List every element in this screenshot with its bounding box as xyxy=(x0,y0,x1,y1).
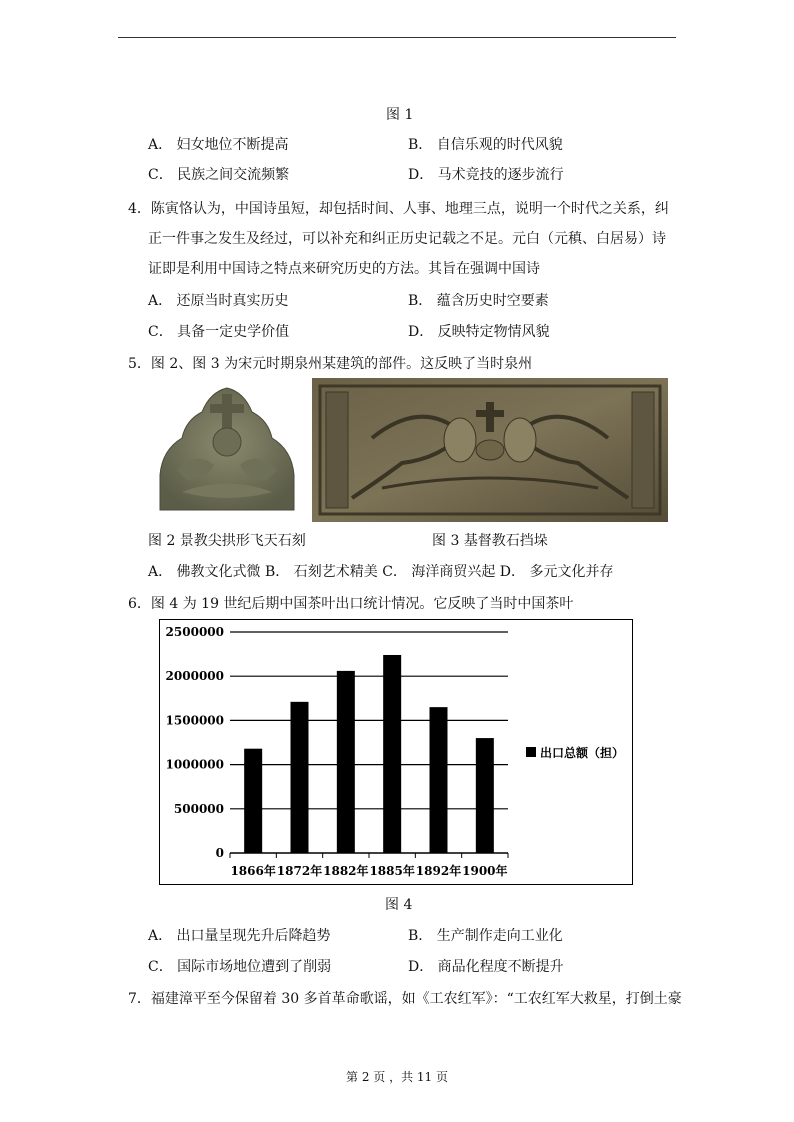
q6-option-c[interactable]: C． 国际市场地位遭到了削弱 xyxy=(148,959,332,975)
x-tick-label: 1882年 xyxy=(323,864,369,878)
q6-option-a[interactable]: A． 出口量呈现先升后降趋势 xyxy=(148,928,331,944)
y-tick-label: 500000 xyxy=(173,801,224,816)
bar xyxy=(476,738,494,853)
fig4-bar-chart xyxy=(160,620,631,883)
x-tick-label: 1900年 xyxy=(462,864,508,878)
q5-options[interactable]: A． 佛教文化式微 B． 石刻艺术精美 C． 海洋商贸兴起 D． 多元文化并存 xyxy=(148,564,614,580)
q3-options-row1 xyxy=(148,134,618,154)
q3-option-a[interactable]: A． 妇女地位不断提高 xyxy=(148,137,289,153)
fig2-caption: 图 2 景教尖拱形飞天石刻 xyxy=(148,533,306,549)
q4-options-row2 xyxy=(148,321,618,341)
q4-options-row1 xyxy=(148,290,618,310)
q5-stem: 5．图 2、图 3 为宋元时期泉州某建筑的部件。这反映了当时泉州 xyxy=(128,356,533,372)
q3-option-d[interactable]: D． 马术竞技的逐步流行 xyxy=(408,167,564,183)
q4-option-a[interactable]: A． 还原当时真实历史 xyxy=(148,293,289,309)
y-tick-label: 2000000 xyxy=(165,669,224,684)
x-tick-label: 1866年 xyxy=(230,864,276,878)
q4-option-d[interactable]: D． 反映特定物情风貌 xyxy=(408,324,550,340)
bar xyxy=(383,655,401,853)
header-rule xyxy=(118,37,676,38)
y-tick-label: 1000000 xyxy=(165,757,224,772)
bar xyxy=(291,702,309,853)
q3-option-b[interactable]: B． 自信乐观的时代风貌 xyxy=(408,137,563,153)
fig4-chart-frame xyxy=(159,619,633,885)
q4-option-c[interactable]: C． 具备一定史学价值 xyxy=(148,324,290,340)
legend-swatch xyxy=(526,747,536,757)
y-tick-label: 2500000 xyxy=(165,625,224,639)
x-tick-label: 1872年 xyxy=(276,864,323,878)
q6-options-row2 xyxy=(148,956,618,976)
legend-label: 出口总额（担） xyxy=(540,746,625,760)
bar xyxy=(430,707,448,853)
q6-option-b[interactable]: B． 生产制作走向工业化 xyxy=(408,928,563,944)
x-tick-label: 1892年 xyxy=(415,864,462,878)
fig1-caption: 图 1 xyxy=(386,107,414,123)
fig4-caption: 图 4 xyxy=(385,897,413,913)
fig3-stone-panel-image xyxy=(312,378,668,522)
q6-stem: 6．图 4 为 19 世纪后期中国茶叶出口统计情况。它反映了当时中国茶叶 xyxy=(128,596,574,612)
fig2-stone-carving-image xyxy=(152,380,302,520)
q4-option-b[interactable]: B． 蕴含历史时空要素 xyxy=(408,293,549,309)
y-tick-label: 0 xyxy=(215,846,224,860)
q4-stem-line3: 证即是利用中国诗之特点来研究历史的方法。其旨在强调中国诗 xyxy=(148,261,540,277)
fig3-caption: 图 3 基督教石挡垛 xyxy=(432,533,548,549)
bar xyxy=(337,671,355,853)
x-tick-label: 1885年 xyxy=(369,864,415,878)
page-footer: 第 2 页 ，共 11 页 xyxy=(346,1070,448,1084)
y-tick-label: 1500000 xyxy=(165,713,224,728)
bar xyxy=(244,749,262,853)
q4-stem-line1: 4．陈寅恪认为，中国诗虽短，却包括时间、人事、地理三点，说明一个时代之关系，纠 xyxy=(128,201,669,217)
q3-option-c[interactable]: C． 民族之间交流频繁 xyxy=(148,167,290,183)
q6-options-row1 xyxy=(148,925,618,945)
q7-stem: 7．福建漳平至今保留着 30 多首革命歌谣，如《工农红军》：“工农红军大救星，打倒土豪 xyxy=(128,991,682,1007)
q6-option-d[interactable]: D． 商品化程度不断提升 xyxy=(408,959,564,975)
q4-stem-line2: 正一件事之发生及经过，可以补充和纠正历史记载之不足。元白（元稹、白居易）诗 xyxy=(148,231,666,247)
q3-options-row2 xyxy=(148,164,618,184)
